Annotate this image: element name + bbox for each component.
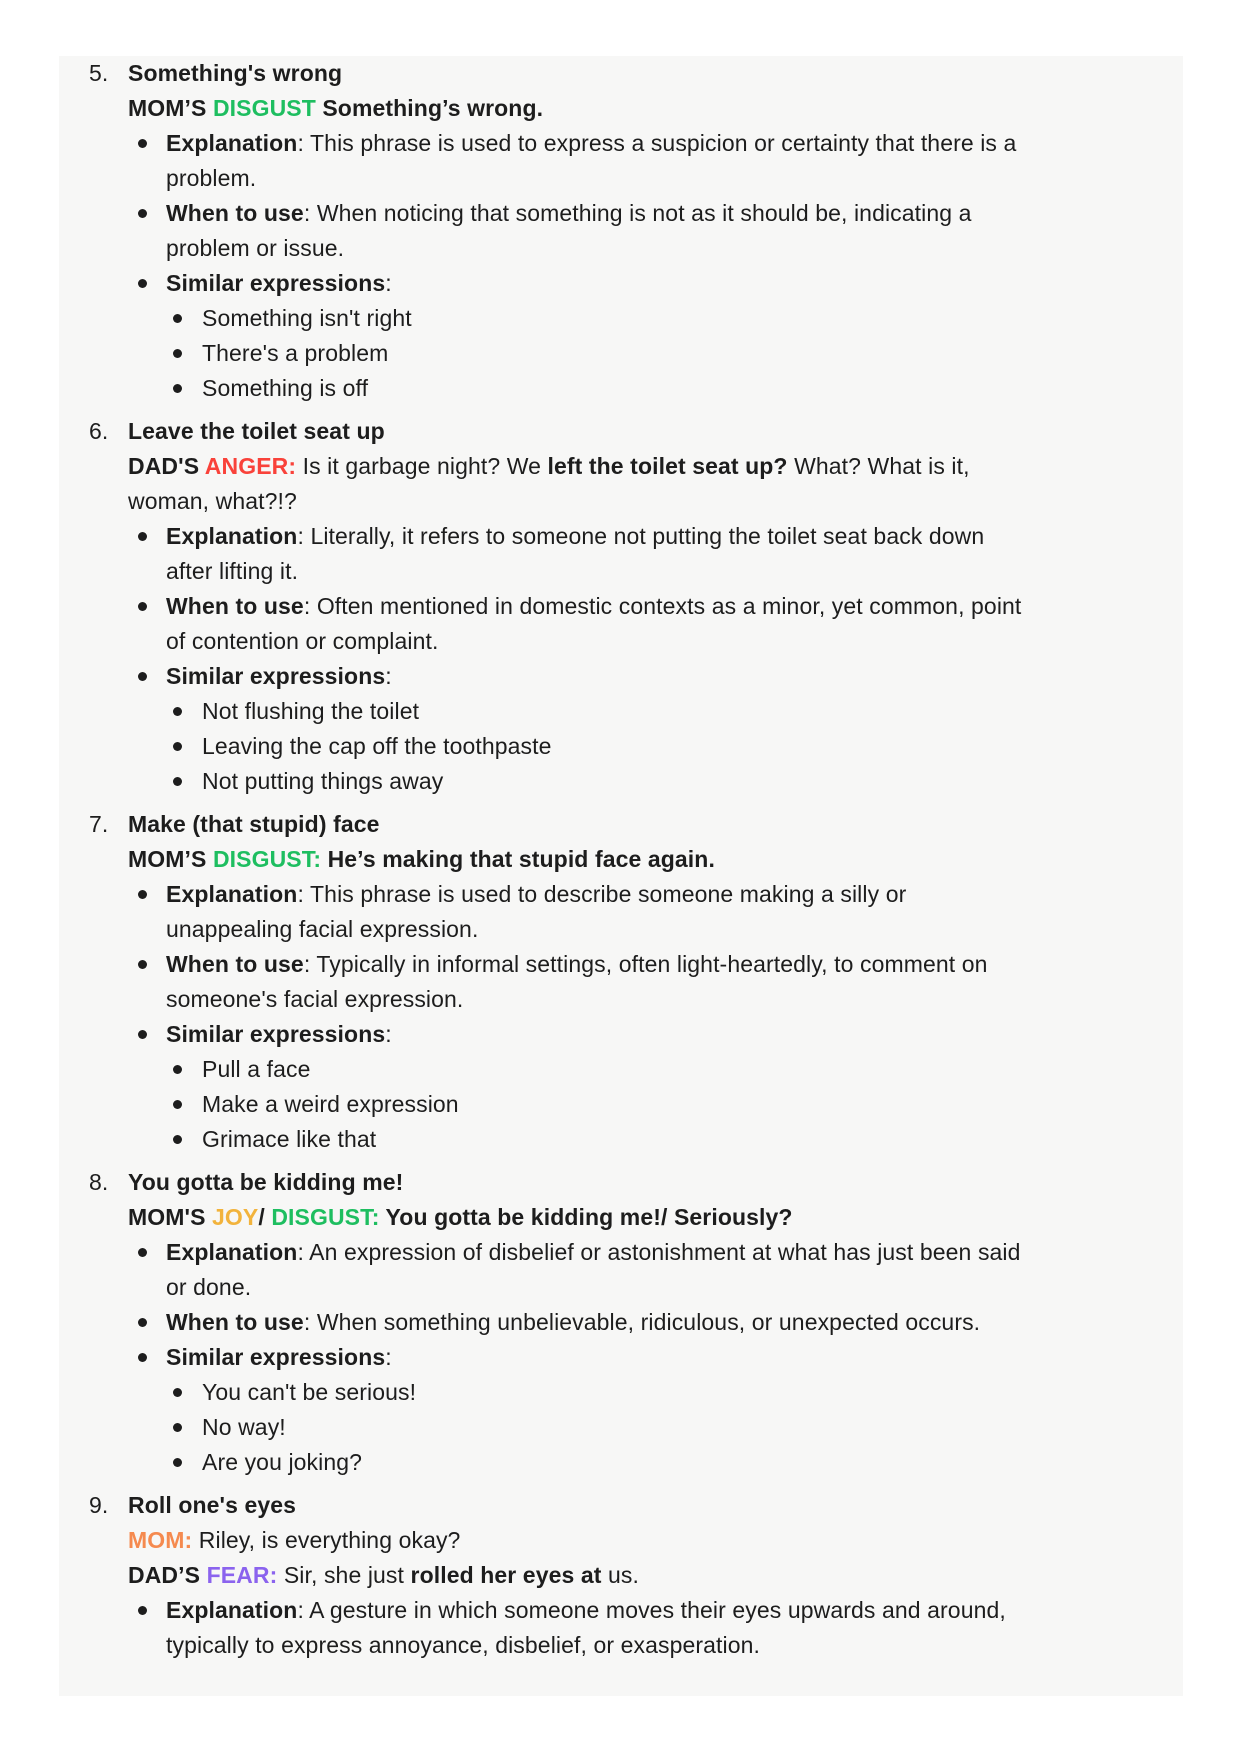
bullet-text: Typically in informal settings, often light-heartedly, to comment on <box>316 951 988 977</box>
dialogue-text: What? What is it, <box>787 453 970 479</box>
bullet-label: Similar expressions <box>166 1021 386 1047</box>
content-card <box>59 56 1183 1696</box>
sub-bullet-text: Not flushing the toilet <box>202 698 420 724</box>
bullet-icon <box>138 602 147 611</box>
sub-bullet-item <box>128 301 1183 336</box>
dialogue-text: Something’s wrong. <box>315 95 544 121</box>
sub-bullet-item <box>128 1445 1183 1480</box>
sub-bullet-text: Something is off <box>202 375 369 401</box>
bullet-icon <box>173 1458 182 1467</box>
sub-bullet-text: Leaving the cap off the toothpaste <box>202 733 552 759</box>
bullet-text: Literally, it refers to someone not putting the toilet seat back down <box>310 523 985 549</box>
expression-list <box>59 56 1183 1663</box>
bullet-text-continuation: or done. <box>166 1274 252 1300</box>
dialogue-text: Is it garbage night? We <box>296 453 548 479</box>
dialogue-text: You gotta be kidding me!/ Seriously? <box>379 1204 793 1230</box>
bullet-label: When to use <box>166 1309 304 1335</box>
dialogue-text: rolled her eyes at <box>410 1562 602 1588</box>
dialogue-text: woman, what?!? <box>128 488 297 514</box>
bullet-label: Similar expressions <box>166 1344 386 1370</box>
bullet-line <box>166 196 1183 231</box>
emotion-label-mom: MOM: <box>128 1527 193 1553</box>
emotion-label-disgust: DISGUST: <box>212 846 322 872</box>
sub-bullet-text: No way! <box>202 1414 286 1440</box>
dialogue-line <box>128 1200 1183 1235</box>
bullet-icon <box>138 139 147 148</box>
bullet-icon <box>173 1423 182 1432</box>
bullet-icon <box>138 1030 147 1039</box>
dialogue-text: us. <box>601 1562 639 1588</box>
bullet-text-continuation: typically to express annoyance, disbelief, or exasperation. <box>166 1632 761 1658</box>
bullet-item <box>128 877 1183 947</box>
item-title: Make (that stupid) face <box>128 811 380 837</box>
colon: : <box>303 200 317 226</box>
bullet-label: Similar expressions <box>166 270 386 296</box>
bullet-text-continuation: someone's facial expression. <box>166 986 464 1012</box>
item-number: 6. <box>89 418 109 444</box>
bullet-line <box>166 1235 1183 1270</box>
dialogue-line <box>128 449 1183 484</box>
bullet-item <box>128 1305 1183 1340</box>
colon: : <box>385 1021 392 1047</box>
bullet-icon <box>173 384 182 393</box>
colon: : <box>297 1597 310 1623</box>
bullet-item <box>128 1017 1183 1052</box>
item-heading <box>89 1488 1183 1523</box>
list-item <box>59 807 1183 1157</box>
list-item <box>59 1165 1183 1480</box>
sub-bullet-item <box>128 764 1183 799</box>
sub-bullet-item <box>128 1375 1183 1410</box>
bullet-line <box>166 126 1183 161</box>
bullet-text: A gesture in which someone moves their eyes upwards and around, <box>309 1597 1006 1623</box>
bullet-label: Explanation <box>166 881 298 907</box>
item-heading <box>89 1165 1183 1200</box>
bullet-item <box>128 1593 1183 1663</box>
colon: : <box>385 1344 392 1370</box>
bullet-icon <box>173 1135 182 1144</box>
item-number: 8. <box>89 1169 109 1195</box>
bullet-item <box>128 266 1183 301</box>
bullet-icon <box>138 1353 147 1362</box>
item-number: 7. <box>89 811 109 837</box>
sub-bullet-text: Pull a face <box>202 1056 311 1082</box>
list-item <box>59 414 1183 799</box>
bullet-text-continuation: unappealing facial expression. <box>166 916 479 942</box>
bullet-label: Explanation <box>166 523 298 549</box>
bullet-label: Similar expressions <box>166 663 386 689</box>
item-number: 5. <box>89 60 109 86</box>
bullet-line <box>166 877 1183 912</box>
sub-bullet-item <box>128 1052 1183 1087</box>
bullet-text-continuation: after lifting it. <box>166 558 299 584</box>
bullet-line <box>166 266 1183 301</box>
bullet-text: When noticing that something is not as it should be, indicating a <box>316 200 972 226</box>
dialogue-text: DAD’S <box>128 1562 207 1588</box>
bullet-item <box>128 1235 1183 1305</box>
colon: : <box>297 1239 310 1265</box>
dialogue-line <box>128 91 1183 126</box>
bullet-line <box>166 1017 1183 1052</box>
bullet-label: Explanation <box>166 1239 298 1265</box>
bullet-icon <box>173 1065 182 1074</box>
item-title: Roll one's eyes <box>128 1492 297 1518</box>
dialogue-line <box>128 484 1183 519</box>
sub-bullet-text: Grimace like that <box>202 1126 377 1152</box>
bullet-icon <box>138 1248 147 1257</box>
bullet-item <box>128 126 1183 196</box>
bullet-line <box>166 1305 1183 1340</box>
sub-bullet-item <box>128 729 1183 764</box>
bullet-icon <box>173 777 182 786</box>
bullet-icon <box>138 209 147 218</box>
bullet-icon <box>138 672 147 681</box>
bullet-label: Explanation <box>166 1597 298 1623</box>
bullet-text: An expression of disbelief or astonishment at what has just been said <box>309 1239 1021 1265</box>
sub-bullet-text: Make a weird expression <box>202 1091 459 1117</box>
bullet-label: Explanation <box>166 130 298 156</box>
bullet-line <box>166 1340 1183 1375</box>
bullet-icon <box>173 742 182 751</box>
item-heading <box>89 807 1183 842</box>
sub-bullet-item <box>128 1122 1183 1157</box>
dialogue-text: Sir, she just <box>277 1562 411 1588</box>
sub-bullet-item <box>128 371 1183 406</box>
item-title: Something's wrong <box>128 60 343 86</box>
bullet-item <box>128 659 1183 694</box>
bullet-label: When to use <box>166 200 304 226</box>
emotion-label-disgust: DISGUST: <box>271 1204 380 1230</box>
colon: : <box>297 523 311 549</box>
colon: : <box>303 951 317 977</box>
bullet-icon <box>138 279 147 288</box>
bullet-text-continuation: problem. <box>166 165 257 191</box>
bullet-item <box>128 519 1183 589</box>
item-heading <box>89 414 1183 449</box>
bullet-label: When to use <box>166 951 304 977</box>
colon: : <box>385 663 392 689</box>
colon: : <box>385 270 392 296</box>
colon: : <box>303 593 317 619</box>
list-item <box>59 1488 1183 1663</box>
dialogue-text: DAD'S <box>128 453 205 479</box>
dialogue-text: left the toilet seat up? <box>547 453 788 479</box>
bullet-icon <box>138 1606 147 1615</box>
sub-bullet-text: Something isn't right <box>202 305 412 331</box>
dialogue-text: MOM’S <box>128 95 213 121</box>
sub-bullet-text: You can't be serious! <box>202 1379 417 1405</box>
sub-bullet-item <box>128 1087 1183 1122</box>
emotion-label-disgust: DISGUST <box>212 95 316 121</box>
list-item <box>59 56 1183 406</box>
sub-bullet-item <box>128 694 1183 729</box>
bullet-item <box>128 947 1183 1017</box>
emotion-label-fear: FEAR: <box>206 1562 278 1588</box>
dialogue-line <box>128 1558 1183 1593</box>
colon: : <box>297 130 311 156</box>
bullet-icon <box>173 707 182 716</box>
item-title: You gotta be kidding me! <box>128 1169 404 1195</box>
bullet-item <box>128 589 1183 659</box>
bullet-line <box>166 589 1183 624</box>
colon: : <box>297 881 311 907</box>
bullet-icon <box>173 1388 182 1397</box>
item-number: 9. <box>89 1492 109 1518</box>
dialogue-text: MOM'S <box>128 1204 213 1230</box>
bullet-icon <box>173 1100 182 1109</box>
bullet-icon <box>173 314 182 323</box>
sub-bullet-text: Are you joking? <box>202 1449 363 1475</box>
colon: : <box>303 1309 317 1335</box>
sub-bullet-item <box>128 336 1183 371</box>
bullet-text: This phrase is used to describe someone making a silly or <box>310 881 907 907</box>
bullet-text: This phrase is used to express a suspicion or certainty that there is a <box>310 130 1017 156</box>
item-title: Leave the toilet seat up <box>128 418 385 444</box>
dialogue-line <box>128 1523 1183 1558</box>
bullet-icon <box>138 532 147 541</box>
bullet-text-continuation: problem or issue. <box>166 235 345 261</box>
bullet-icon <box>173 349 182 358</box>
sub-bullet-text: There's a problem <box>202 340 389 366</box>
bullet-label: When to use <box>166 593 304 619</box>
emotion-label-joy: JOY <box>212 1204 259 1230</box>
bullet-line <box>166 947 1183 982</box>
bullet-text: When something unbelievable, ridiculous, or unexpected occurs. <box>316 1309 981 1335</box>
dialogue-line <box>128 842 1183 877</box>
bullet-text: Often mentioned in domestic contexts as a minor, yet common, point <box>316 593 1022 619</box>
bullet-item <box>128 196 1183 266</box>
bullet-text-continuation: of contention or complaint. <box>166 628 439 654</box>
dialogue-text: Riley, is everything okay? <box>192 1527 461 1553</box>
bullet-icon <box>138 1318 147 1327</box>
bullet-line <box>166 519 1183 554</box>
sub-bullet-text: Not putting things away <box>202 768 444 794</box>
sub-bullet-item <box>128 1410 1183 1445</box>
emotion-label-anger: ANGER: <box>204 453 297 479</box>
bullet-line <box>166 659 1183 694</box>
bullet-icon <box>138 890 147 899</box>
dialogue-text: / <box>258 1204 272 1230</box>
bullet-line <box>166 1593 1183 1628</box>
item-heading <box>89 56 1183 91</box>
bullet-item <box>128 1340 1183 1375</box>
bullet-icon <box>138 960 147 969</box>
dialogue-text: He’s making that stupid face again. <box>321 846 715 872</box>
dialogue-text: MOM’S <box>128 846 213 872</box>
